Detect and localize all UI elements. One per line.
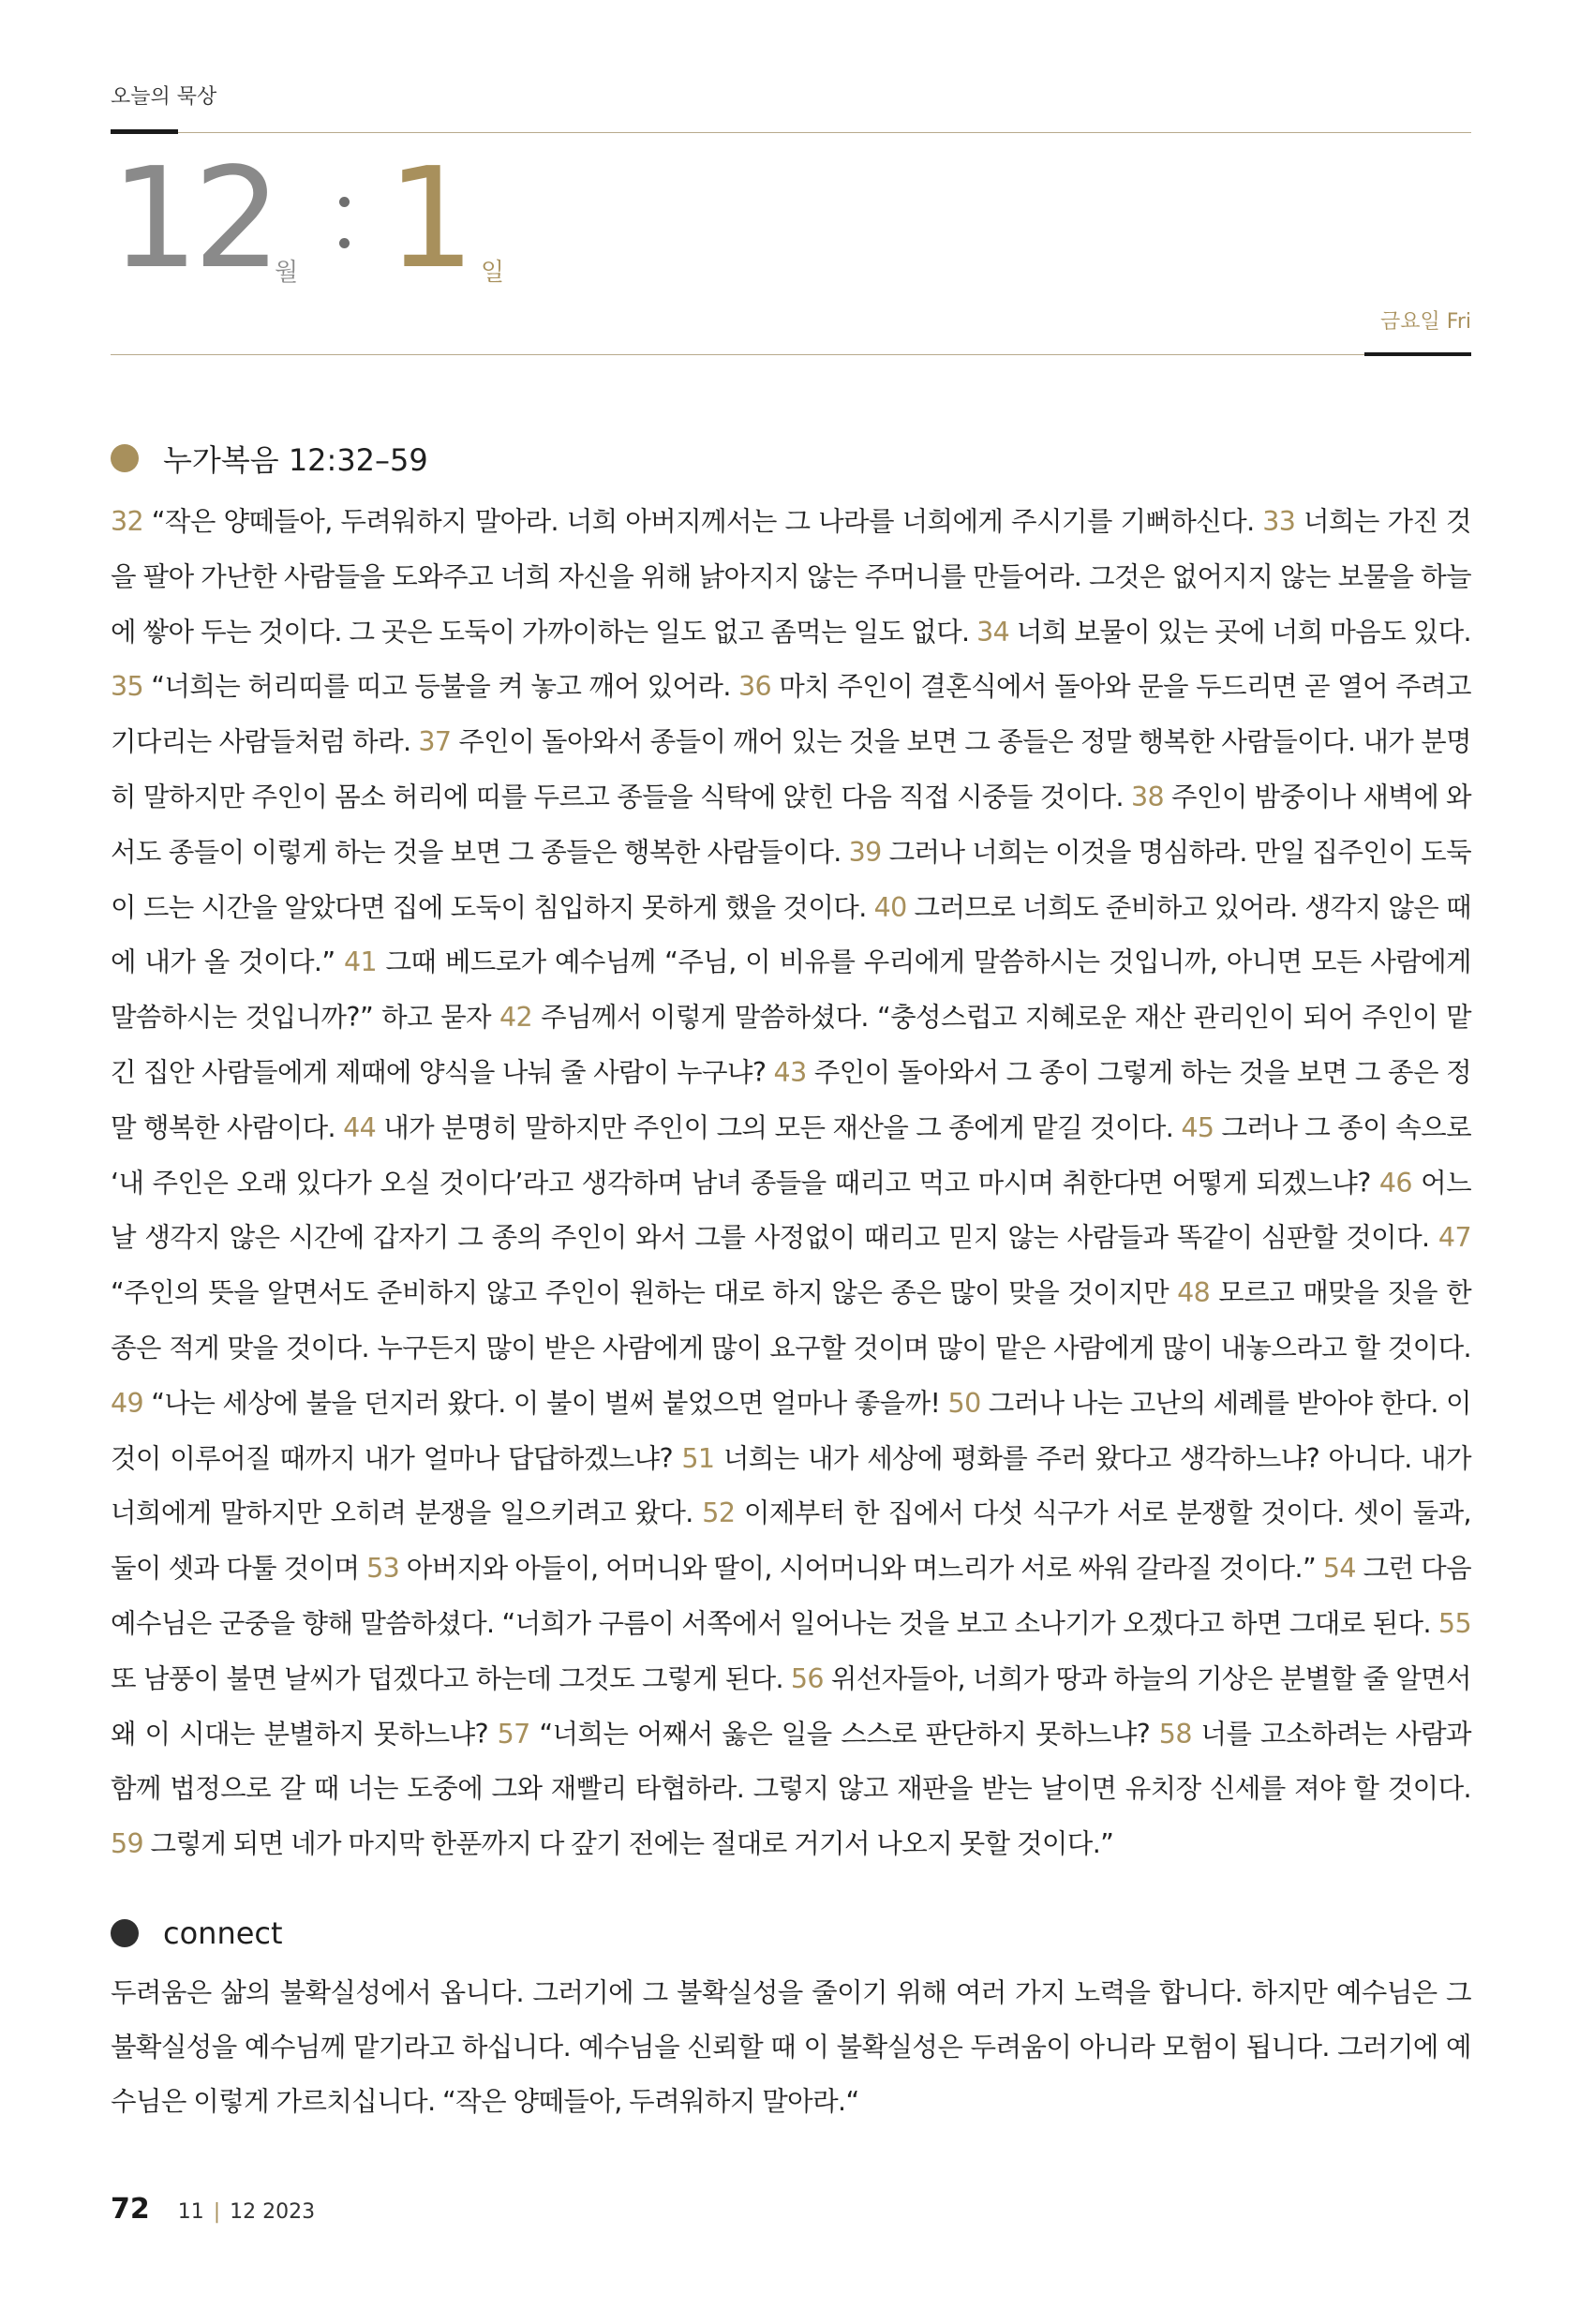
verse-number: 51 xyxy=(681,1442,715,1474)
verse-text: 너를 고소하려는 사람과 함께 법정으로 갈 때 너는 도중에 그와 재빨리 타협하라. 그렇지 않고 재판을 받는 날이면 유치장 신세를 져야 할 것이다. xyxy=(111,1718,1471,1805)
verse-text: 너희는 내가 세상에 평화를 주러 왔다고 생각하느냐? 아니다. 내가 너희에게 말하지만 오히려 분쟁을 일으키려고 왔다. xyxy=(111,1442,1471,1529)
verse-number: 48 xyxy=(1177,1277,1211,1309)
verse-text: “나는 세상에 불을 던지러 왔다. 이 불이 벌써 붙었으면 얼마나 좋을까! xyxy=(143,1387,948,1419)
verse-number: 42 xyxy=(499,1002,533,1034)
date-month: 12 xyxy=(111,138,276,299)
verse-number: 40 xyxy=(873,891,907,923)
verse-text: “주인의 뜻을 알면서도 준비하지 않고 주인이 원하는 대로 하지 않은 종은 많이 맞을 것이지만 xyxy=(111,1277,1178,1309)
weekday-accent-bar xyxy=(1364,352,1471,356)
verse-text: 너희 보물이 있는 곳에 너희 마음도 있다. xyxy=(1009,616,1471,648)
verse-number: 47 xyxy=(1437,1222,1471,1254)
verse-number: 53 xyxy=(366,1553,400,1585)
issue-months: 11 xyxy=(177,2200,204,2224)
verse-number: 38 xyxy=(1130,781,1165,812)
verse-text: 이제부터 한 집에서 다섯 식구가 서로 분쟁할 것이다. 셋이 둘과, 둘이 셋과 다툴 것이며 xyxy=(111,1497,1471,1585)
verse-text: 어느 날 생각지 않은 시간에 갑자기 그 종의 주인이 와서 그를 사정없이 때리고 믿지 않는 사람들과 똑같이 심판할 것이다. xyxy=(111,1167,1471,1254)
verse-number: 44 xyxy=(343,1111,377,1143)
verse-text: 또 남풍이 불면 날씨가 덥겠다고 하는데 그것도 그렇게 된다. xyxy=(111,1662,791,1694)
verse-number: 59 xyxy=(111,1828,144,1860)
weekday-label: 금요일 Fri xyxy=(1380,310,1471,334)
verse-number: 33 xyxy=(1262,506,1296,537)
verse-number: 32 xyxy=(111,506,144,537)
connect-title: connect xyxy=(163,1915,283,1951)
verse-number: 45 xyxy=(1181,1111,1214,1143)
verse-text: 너희는 가진 것을 팔아 가난한 사람들을 도와주고 너희 자신을 위해 낡아지지 않는 주머니를 만들어라. 그것은 없어지지 않는 보물을 하늘에 쌓아 두는 것이다. 그 곳은 도둑이 가까이하는 일도 없고 좀먹는 일도 없다. xyxy=(111,506,1471,648)
verse-number: 34 xyxy=(976,616,1010,648)
verse-text: 그런 다음 예수님은 군중을 향해 말씀하셨다. “너희가 구름이 서쪽에서 일어나는 것을 보고 소나기가 오겠다고 하면 그대로 된다. xyxy=(111,1553,1472,1639)
verse-text: 주님께서 이렇게 말씀하셨다. “충성스럽고 지혜로운 재산 관리인이 되어 주인이 맡긴 집안 사람들에게 제때에 양식을 나눠 줄 사람이 누구냐? xyxy=(111,1002,1471,1088)
verse-text: 위선자들아, 너희가 땅과 하늘의 기상은 분별할 줄 알면서 왜 이 시대는 분별하지 못하느냐? xyxy=(111,1662,1471,1750)
date-day-unit: 일 xyxy=(481,259,505,287)
verse-text: 아버지와 아들이, 어머니와 딸이, 시어머니와 며느리가 서로 싸워 갈라질 것이다.” xyxy=(399,1553,1323,1585)
verse-text: 그러므로 너희도 준비하고 있어라. 생각지 않은 때에 내가 올 것이다.” xyxy=(111,891,1471,978)
verse-number: 35 xyxy=(111,671,144,703)
verse-text: 내가 분명히 말하지만 주인이 그의 모든 재산을 그 종에게 맡길 것이다. xyxy=(376,1111,1182,1143)
date-month-unit: 월 xyxy=(275,259,299,287)
verse-text: 주인이 돌아와서 종들이 깨어 있는 것을 보면 그 종들은 정말 행복한 사람들이다. 내가 분명히 말하지만 주인이 몸소 허리에 띠를 두르고 종들을 식탁에 앉힌 다음 직접 시중들 것이다. xyxy=(111,726,1471,812)
top-accent-bar xyxy=(111,129,178,134)
bullet-dot-icon xyxy=(111,1919,139,1947)
scripture-reference: 누가복음 12:32–59 xyxy=(163,442,428,478)
page-number: 72 xyxy=(111,2193,150,2226)
verse-text: 그러나 나는 고난의 세례를 받아야 한다. 이것이 이루어질 때까지 내가 얼마나 답답하겠느냐? xyxy=(111,1387,1471,1474)
verse-number: 41 xyxy=(343,946,378,978)
verse-text: 주인이 돌아와서 그 종이 그렇게 하는 것을 보면 그 종은 정말 행복한 사람이다. xyxy=(111,1056,1471,1143)
scripture-text xyxy=(111,495,1471,1872)
issue-separator: | xyxy=(213,2200,221,2224)
date-display xyxy=(111,138,767,299)
bullet-dot-icon xyxy=(111,444,139,472)
verse-number: 56 xyxy=(790,1662,824,1694)
verse-text: “너희는 허리띠를 띠고 등불을 켜 놓고 깨어 있어라. xyxy=(143,671,738,703)
verse-number: 50 xyxy=(947,1387,981,1419)
verse-number: 49 xyxy=(111,1387,144,1419)
date-divider xyxy=(111,354,1471,355)
verse-number: 52 xyxy=(702,1497,736,1529)
verse-text: “너희는 어째서 옳은 일을 스스로 판단하지 못하느냐? xyxy=(529,1718,1159,1750)
verse-text: 주인이 밤중이나 새벽에 와서도 종들이 이렇게 하는 것을 보면 그 종들은 행복한 사람들이다. xyxy=(111,781,1471,868)
verse-number: 55 xyxy=(1437,1607,1471,1639)
verse-number: 36 xyxy=(737,671,772,703)
verse-text: “작은 양떼들아, 두려워하지 말아라. 너희 아버지께서는 그 나라를 너희에게 주시기를 기뻐하신다. xyxy=(143,506,1263,537)
page-footer xyxy=(111,2193,315,2226)
section-label: 오늘의 묵상 xyxy=(111,85,217,109)
connect-text: 두려움은 삶의 불확실성에서 옵니다. 그러기에 그 불확실성을 줄이기 위해 여러 가지 노력을 합니다. 하지만 예수님은 그 불확실성을 예수님께 맡기라고 하십니다. 예수님을 신뢰할 때 이 불확실성은 두려움이 아니라 모험이 됩니다. 그러기에 예수님은 이렇게 가르치십니다. “작은 양떼들아, 두려워하지 말아라.“ xyxy=(111,1977,1471,2117)
verse-number: 57 xyxy=(497,1718,530,1750)
issue-date: 12 2023 xyxy=(230,2200,316,2224)
verse-text: 마치 주인이 결혼식에서 돌아와 문을 두드리면 곧 열어 주려고 기다리는 사람들처럼 하라. xyxy=(111,671,1471,758)
date-day: 1 xyxy=(387,138,476,299)
verse-number: 39 xyxy=(848,836,882,868)
verse-number: 58 xyxy=(1158,1718,1192,1750)
verse-number: 46 xyxy=(1378,1167,1412,1199)
verse-number: 37 xyxy=(418,726,452,758)
verse-text: 그러나 그 종이 속으로 ‘내 주인은 오래 있다가 오실 것이다’라고 생각하며 남녀 종들을 때리고 먹고 마시며 취한다면 어떻게 되겠느냐? xyxy=(111,1111,1471,1199)
connect-heading xyxy=(111,1915,283,1951)
verse-text: 그러나 너희는 이것을 명심하라. 만일 집주인이 도둑이 드는 시간을 알았다면 집에 도둑이 침입하지 못하게 했을 것이다. xyxy=(111,836,1472,923)
verse-text: 모르고 매맞을 짓을 한 종은 적게 맞을 것이다. 누구든지 많이 받은 사람에게 많이 요구할 것이며 많이 맡은 사람에게 많이 내놓으라고 할 것이다. xyxy=(111,1277,1472,1363)
date-colon xyxy=(339,197,350,253)
verse-number: 43 xyxy=(773,1056,807,1088)
top-divider xyxy=(111,132,1471,133)
verse-number: 54 xyxy=(1322,1553,1356,1585)
verse-text: 그때 베드로가 예수님께 “주님, 이 비유를 우리에게 말씀하시는 것입니까, 아니면 모든 사람에게 말씀하시는 것입니까?” 하고 묻자 xyxy=(111,946,1471,1034)
verse-text: 그렇게 되면 네가 마지막 한푼까지 다 갚기 전에는 절대로 거기서 나오지 못할 것이다.” xyxy=(143,1828,1114,1860)
scripture-heading xyxy=(111,437,428,480)
